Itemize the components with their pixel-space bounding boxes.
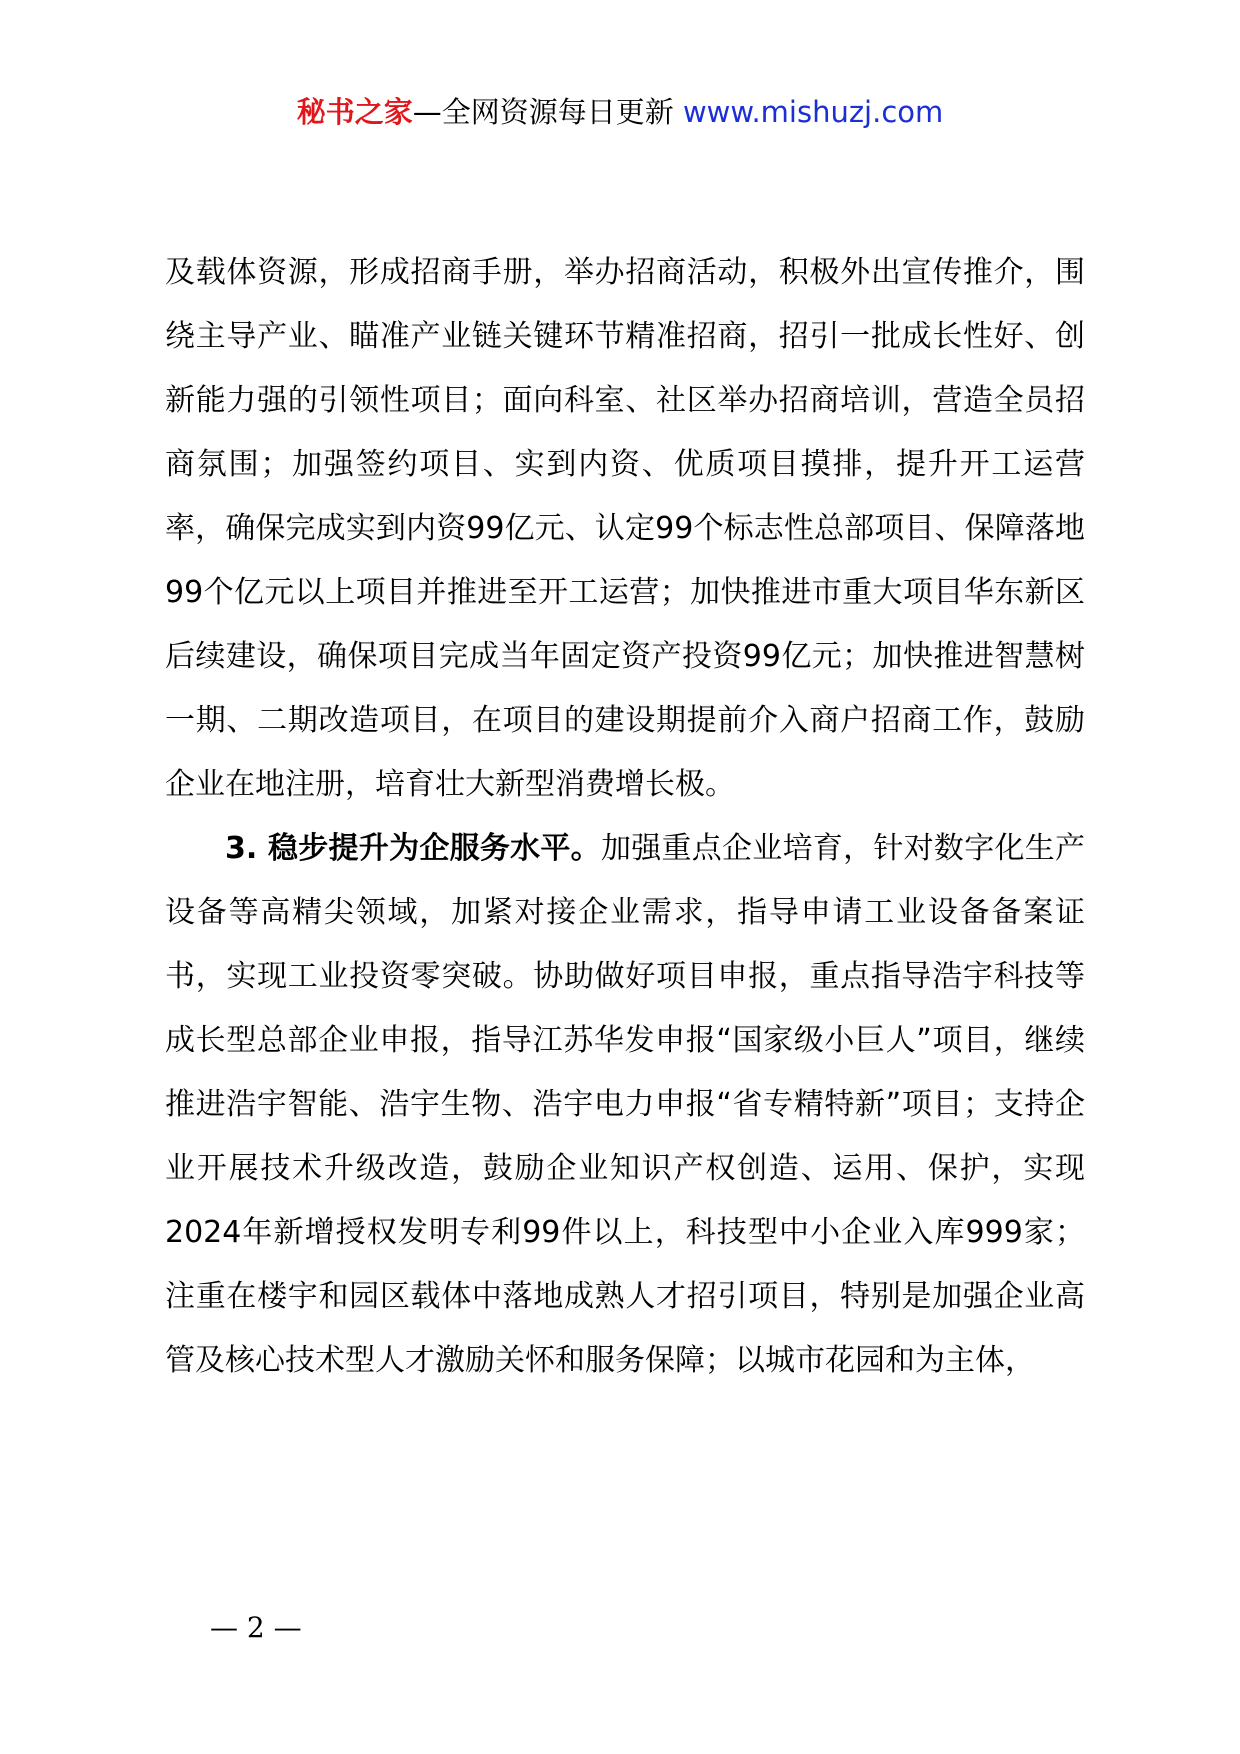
section-heading: 3. 稳步提升为企服务水平。 xyxy=(225,831,601,866)
site-url-link[interactable]: www.mishuzj.com xyxy=(682,95,944,129)
section-body: 加强重点企业培育，针对数字化生产设备等高精尖领域，加紧对接企业需求，指导申请工业设备备案证书，实现工业投资零突破。协助做好项目申报，重点指导浩宇科技等成长型总部企业申报，指导江苏华发申报“国家级小巨人”项目，继续推进浩宇智能、浩宇生物、浩宇电力申报“省专精特新”项目；支持企业开展技术升级改造，鼓励企业知识产权创造、运用、保护，实现2024年新增授权发明专利99件以上，科技型中小企业入库999家；注重在楼宇和园区载体中落地成熟人才招引项目，特别是加强企业高管及核心技术型人才激励关怀和服务保障；以城市花园和为主体， xyxy=(165,831,1085,1378)
site-header xyxy=(0,92,1240,132)
page-number: — 2 — xyxy=(210,1611,302,1644)
site-brand: 秘书之家 xyxy=(296,95,413,129)
site-tagline: —全网资源每日更新 xyxy=(412,95,674,129)
paragraph-continued: 及载体资源，形成招商手册，举办招商活动，积极外出宣传推介，围绕主导产业、瞄准产业链关键环节精准招商，招引一批成长性好、创新能力强的引领性项目；面向科室、社区举办招商培训，营造全员招商氛围；加强签约项目、实到内资、优质项目摸排，提升开工运营率，确保完成实到内资99亿元、认定99个标志性总部项目、保障落地99个亿元以上项目并推进至开工运营；加快推进市重大项目华东新区后续建设，确保项目完成当年固定资产投资99亿元；加快推进智慧树一期、二期改造项目，在项目的建设期提前介入商户招商工作，鼓励企业在地注册，培育壮大新型消费增长极。 xyxy=(165,255,1085,802)
document-body xyxy=(165,241,1085,1393)
paragraph-section-3 xyxy=(165,817,1085,1393)
